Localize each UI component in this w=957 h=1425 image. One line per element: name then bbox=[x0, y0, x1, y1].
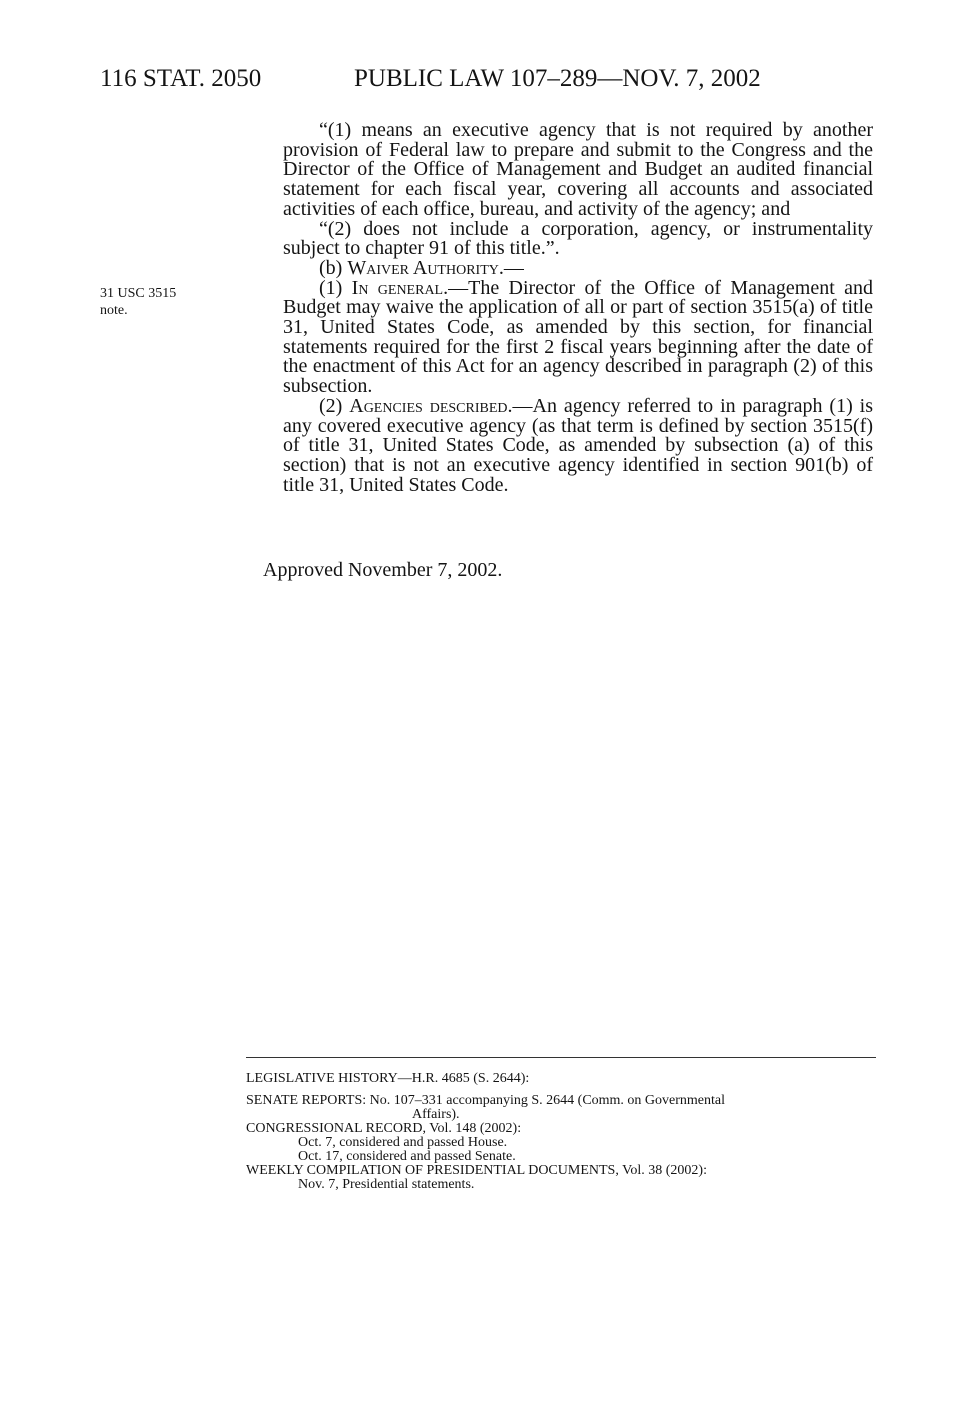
approval-date: Approved November 7, 2002. bbox=[263, 559, 503, 581]
footnote-divider bbox=[246, 1057, 876, 1058]
paragraph-1: “(1) means an executive agency that is not required by another provision of Federal law to prepare and submit to the Congress and the Director of the Office of Management and Budget an audited financial statement for each fiscal year, covering all accounts and associated activities of each office, bureau, and activity of the agency; and bbox=[283, 119, 873, 220]
subsection-b-prefix: (b) bbox=[319, 256, 348, 279]
page-running-head: PUBLIC LAW 107–289—NOV. 7, 2002 bbox=[354, 65, 761, 92]
senate-reports: SENATE REPORTS: No. 107–331 accompanying S. 2644 (Comm. on Governmental bbox=[246, 1093, 726, 1108]
weekly-compilation-item-1: Nov. 7, Presidential statements. bbox=[298, 1177, 475, 1192]
page-stat-citation: 116 STAT. 2050 bbox=[100, 65, 262, 92]
senate-reports-cont: Affairs). bbox=[412, 1107, 460, 1122]
congressional-record-item-2: Oct. 17, considered and passed Senate. bbox=[298, 1149, 516, 1164]
paragraph-agencies bbox=[283, 394, 874, 496]
congressional-record: CONGRESSIONAL RECORD, Vol. 148 (2002): bbox=[246, 1121, 522, 1136]
margin-note-line2: note. bbox=[100, 303, 128, 318]
margin-note bbox=[100, 285, 250, 319]
paragraph-general-heading: In general bbox=[351, 276, 444, 299]
paragraph-agencies-text: .—An agency referred to in paragraph (1) is any covered executive agency (as that term is defined by section 3515(f) of title 31, United States Code, as amended by subsection (a) of this section) that is not an executive agency identified in section 901(b) of title 31, United States Code. bbox=[283, 394, 874, 496]
paragraph-general-prefix: (1) bbox=[319, 276, 352, 299]
paragraph-general bbox=[283, 276, 873, 398]
legislative-history-title: LEGISLATIVE HISTORY—H.R. 4685 (S. 2644): bbox=[246, 1071, 530, 1086]
body-text bbox=[283, 121, 873, 495]
margin-note-line1: 31 USC 3515 bbox=[100, 286, 177, 301]
subsection-b-suffix: .— bbox=[498, 256, 524, 279]
paragraph-general-text: .—The Director of the Office of Management and Budget may waive the application of all or part of section 3515(a) of title 31, United States Code, as amended by this section, for financial statements required for the first 2 fiscal years beginning after the date of the enactment of this Act for an agency described in paragraph (2) of this subsection. bbox=[283, 276, 873, 398]
legislative-history bbox=[246, 1072, 876, 1192]
subsection-b-title: Waiver Authority bbox=[347, 256, 499, 279]
paragraph-agencies-heading: Agencies described bbox=[349, 394, 508, 417]
paragraph-2: “(2) does not include a corporation, agency, or instrumentality subject to chapter 91 of this title.”. bbox=[283, 217, 873, 260]
weekly-compilation: WEEKLY COMPILATION OF PRESIDENTIAL DOCUMENTS, Vol. 38 (2002): bbox=[246, 1163, 707, 1178]
paragraph-agencies-prefix: (2) bbox=[319, 394, 350, 417]
congressional-record-item-1: Oct. 7, considered and passed House. bbox=[298, 1135, 508, 1150]
